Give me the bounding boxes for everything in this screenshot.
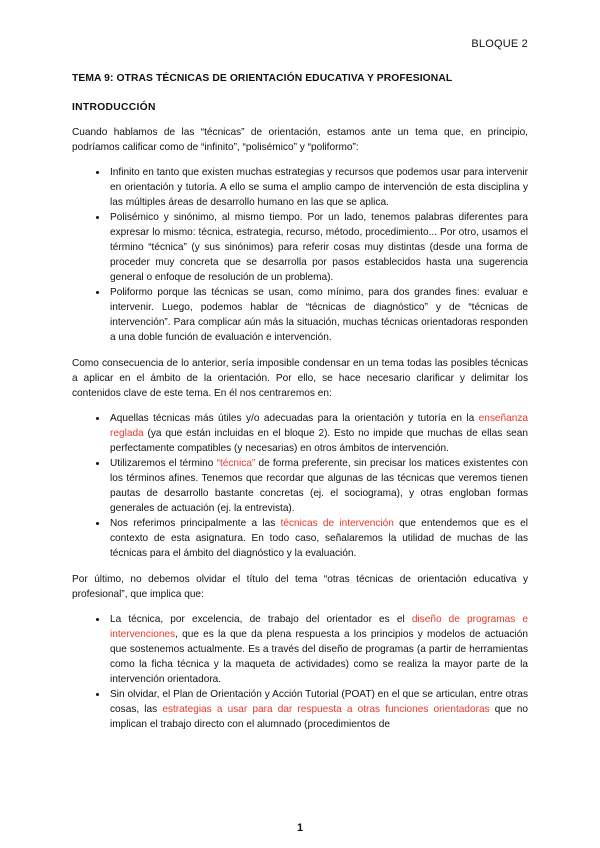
highlight-text: “técnica”	[216, 458, 256, 469]
page-number: 1	[296, 822, 304, 834]
section-heading-introduccion: INTRODUCCIÓN	[72, 102, 156, 113]
list-item: • Sin olvidar, el Plan de Orientación y Acción Tutorial (POAT) en el que se articulan, entre otras cosas, las estrategias a usar para dar respuesta a otras funciones orientadoras que no implican el trabajo directo con el alumnado (procedimientos de	[108, 687, 528, 732]
list-focus	[72, 411, 528, 561]
highlight-text: diseño de programas e intervenciones	[110, 614, 528, 640]
list-item: • Polisémico y sinónimo, al mismo tiempo. Por un lado, tenemos palabras diferentes para expresar lo mismo: técnica, estrategia, recurso, método, procedimiento... Por otro, usamos el término “técnica” (y sus sinónimos) para referir cosas muy distintas (desde una forma de proceder muy concreta que se desarrolla por pasos establecidos hasta una sugerencia general o enfoque de resolución de un problema).	[108, 210, 528, 285]
paragraph-conclusion: Por último, no debemos olvidar el título del tema “otras técnicas de orientación educativa y profesional”, que implica que:	[72, 574, 528, 600]
list-item: • Nos referimos principalmente a las técnicas de intervención que entendemos que es el contexto de esta asignatura. En todo caso, señalaremos la utilidad de muchas de las técnicas para el ámbito del diagnóstico y la evaluación.	[108, 516, 528, 561]
highlight-text: técnicas de intervención	[280, 518, 394, 529]
page-title: TEMA 9: OTRAS TÉCNICAS DE ORIENTACIÓN EDUCATIVA Y PROFESIONAL	[72, 73, 453, 84]
list-implications	[72, 612, 528, 732]
paragraph-consequence: Como consecuencia de lo anterior, sería imposible condensar en un tema todas las posibles técnicas a aplicar en el ámbito de la orientación. Por ello, se hace necesario clarificar y delimitar los contenidos clave de este tema. En él nos centraremos en:	[72, 358, 528, 399]
list-item: • La técnica, por excelencia, de trabajo del orientador es el diseño de programas e intervenciones, que es la que da plena respuesta a los principios y modelos de actuación que sostenemos actualmente. Es a través del diseño de programas (a partir de herramientas como la ficha técnica y la maqueta de actividades) como se realiza la mayor parte de la intervención orientadora.	[108, 612, 528, 687]
list-item: • Utilizaremos el término “técnica” de forma preferente, sin precisar los matices existentes con los términos afines. Tenemos que recordar que algunas de las técnicas que veremos tienen pautas de desarrollo bastante concretas (ej. el sociograma), y otras engloban formas generales de actuación (ej. la entrevista).	[108, 456, 528, 516]
highlight-text: enseñanza reglada	[110, 413, 528, 439]
list-item: • Infinito en tanto que existen muchas estrategias y recursos que podemos usar para intervenir en orientación y tutoría. A ello se suma el amplio campo de intervención de esta disciplina y las múltiples áreas de desarrollo humano en las que se aplica.	[108, 165, 528, 210]
list-item: • Poliformo porque las técnicas se usan, como mínimo, para dos grandes fines: evaluar e intervenir. Luego, podemos hablar de “técnicas de diagnóstico” y de “técnicas de intervención”. Para complicar aún más la situación, muchas técnicas orientadoras responden a una doble función de evaluación e intervención.	[108, 285, 528, 345]
block-label: BLOQUE 2	[471, 38, 528, 50]
page-content	[72, 72, 528, 743]
list-item: • Aquellas técnicas más útiles y/o adecuadas para la orientación y tutoría en la enseñanza reglada (ya que están incluidas en el bloque 2). Esto no impide que muchas de ellas sean perfectamente compatibles (y necesarias) en otros ámbitos de intervención.	[108, 411, 528, 456]
list-definitions	[72, 165, 528, 345]
highlight-text: estrategias a usar para dar respuesta a otras funciones orientadoras	[162, 704, 490, 715]
paragraph-intro: Cuando hablamos de las “técnicas” de orientación, estamos ante un tema que, en principio, podríamos calificar como de “infinito”, “polisémico” y “poliformo”:	[72, 127, 528, 153]
